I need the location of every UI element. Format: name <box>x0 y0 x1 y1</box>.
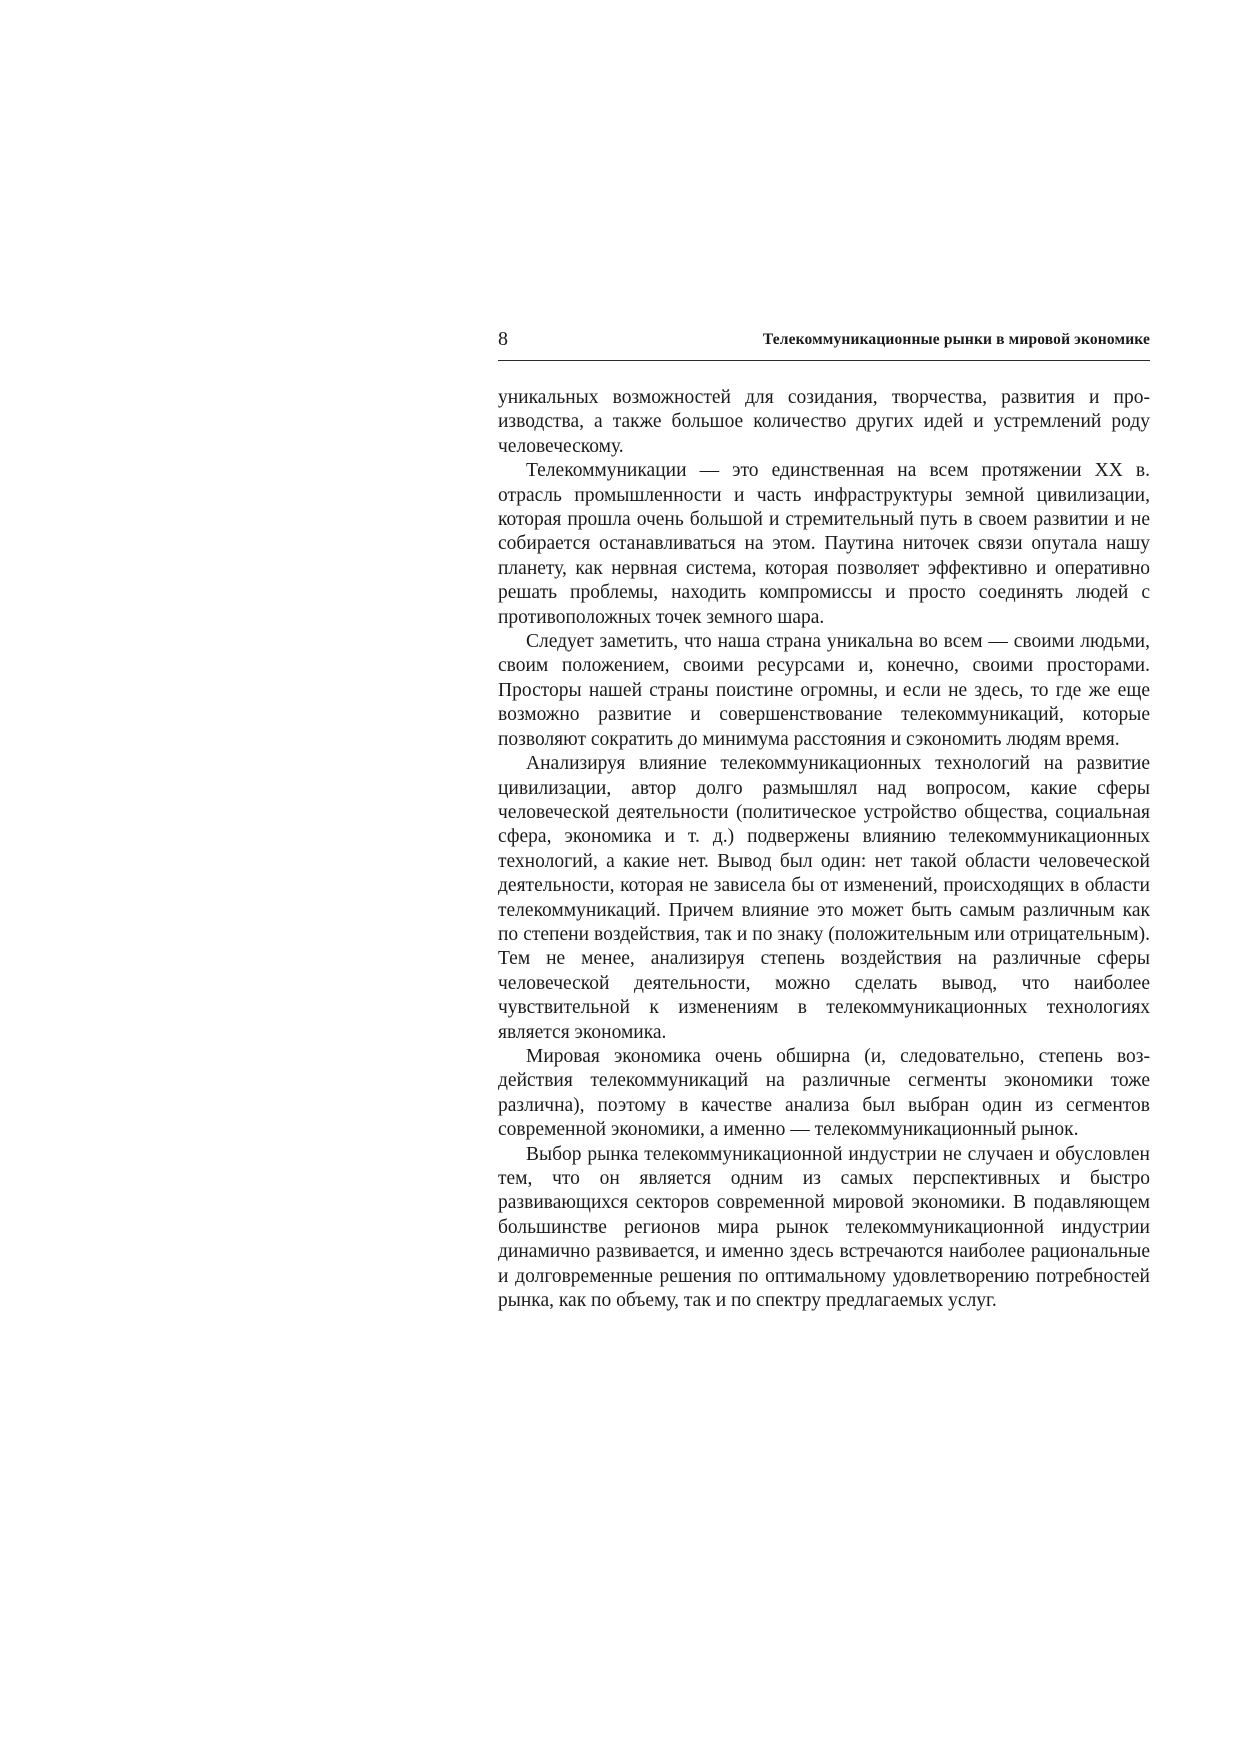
page-header <box>498 326 1150 361</box>
paragraph: Телекоммуникации — это единственная на всем протяжении XX в. отрасль промышленности и часть инфраструктуры земной цивилизации, которая прошла очень большой и стремительный путь в своем развитии и не собирается останавливаться на этом. Паутина ниточек связи опутала нашу планету, как нервная система, которая позволяет эффективно и оперативно решать проблемы, находить компромиссы и просто соединять людей с противоположных точек земного шара. <box>498 460 1150 628</box>
paragraph: Выбор рынка телекоммуникационной индустрии не случаен и обусловлен тем, что он является одним из самых перспективных и быстро развивающихся секторов современной мировой экономики. В подавляющем большинстве регионов мира рынок телекоммуникационной индустрии динамично развивается, и именно здесь встречаются наиболее рациональные и долговременные решения по оптимальному удовлетворению потребностей рынка, как по объему, так и по спектру предлагаемых услуг. <box>498 1143 1150 1312</box>
paragraph: уникальных возможностей для созидания, творчества, развития и производства, а также большое количество других идей и устремлений роду человеческому. <box>498 387 1150 457</box>
paragraph: Следует заметить, что наша страна уникальна во всем — своими людьми, своим положением, своими ресурсами и, конечно, своими просторами. Просторы нашей страны поистине огромны, и если не здесь, то где же еще возможно развитие и совершенствование телекоммуникаций, которые позволяют сократить до минимума расстояния и сэкономить людям время. <box>498 631 1150 750</box>
paragraph: Мировая экономика очень обширна (и, следовательно, степень воздействия телекоммуникаций на различные сегменты экономики тоже различна), поэтому в качестве анализа был выбран один из сегментов современной экономики, а именно — телекоммуникационный рынок. <box>498 1045 1150 1141</box>
page-number: 8 <box>498 328 508 350</box>
running-title: Телекоммуникационные рынки в мировой экономике <box>762 331 1150 348</box>
body-text <box>498 386 1150 1313</box>
paragraph: Анализируя влияние телекоммуникационных технологий на развитие цивилизации, автор долго размышлял над вопросом, какие сферы человеческой деятельности (политическое устройство общества, социальная сфера, экономика и т. д.) подвержены влиянию телекоммуникационных технологий, а какие нет. Вывод был один: нет такой области человеческой деятельности, которая не зависела бы от изменений, происходящих в области телекоммуникаций. Причем влияние это может быть самым различным как по степени воздействия, так и по знаку (положительным или отрицательным). Тем не менее, анализируя степень воздействия на различные сферы человеческой деятельности, можно сделать вывод, что наиболее чувствительной к изменениям в телекоммуникационных технологиях является экономика. <box>498 753 1150 1043</box>
